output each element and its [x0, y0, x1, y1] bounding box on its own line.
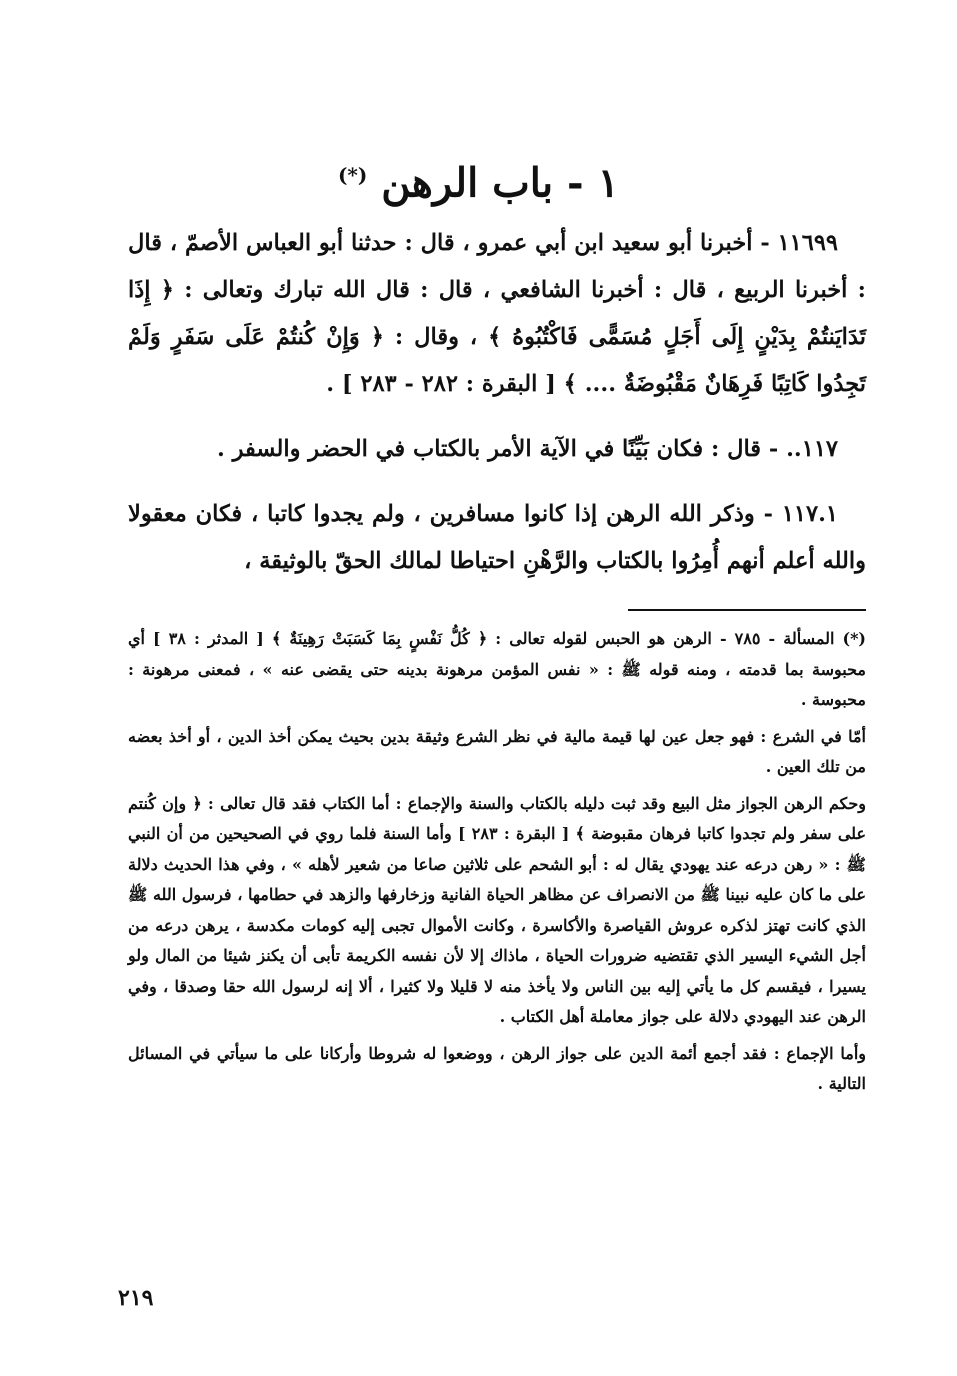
- hadith-number: ١١٦٩٩: [777, 230, 838, 256]
- main-text: [128, 220, 866, 603]
- hadith-number: ١١٧.١: [781, 501, 838, 527]
- hadith-text: - وذكر الله الرهن إذا كانوا مسافرين ، ولم يجدوا كاتبا ، فكان معقولا والله أعلم أنهم أُمِرُوا بالكتاب والرَّهْنِ احتياطا لمالك الحقّ بالوثيقة ،: [128, 501, 866, 574]
- hadith-paragraph: [128, 220, 866, 408]
- chapter-title-text: ١ - باب الرهن: [381, 159, 620, 207]
- footnotes: [128, 624, 866, 1106]
- footnote-paragraph: وأما الإجماع : فقد أجمع أئمة الدين على جواز الرهن ، ووضعوا له شروطا وأركانا على ما سيأتي في المسائل التالية .: [128, 1043, 866, 1093]
- hadith-number: ١١٧..: [786, 436, 838, 462]
- footnote-marker: (*): [337, 163, 368, 187]
- footnote-divider: [628, 609, 866, 611]
- hadith-text: - قال : فكان بَيِّنًا في الآية الأمر بالكتاب في الحضر والسفر .: [216, 436, 787, 462]
- hadith-paragraph: [128, 491, 866, 585]
- page-number: ٢١٩: [118, 1285, 154, 1311]
- footnote-paragraph: (*) المسألة - ٧٨٥ - الرهن هو الحبس لقوله تعالى : ﴿ كُلُّ نَفْسٍ بِمَا كَسَبَتْ رَهِينَةٌ ﴾ [ المدثر : ٣٨ ] أي محبوسة بما قدمته ، ومنه قوله ﷺ : « نفس المؤمن مرهونة بدينه حتى يقضى عنه » ، فمعنى مرهونة : محبوسة .: [128, 629, 867, 709]
- hadith-text: - أخبرنا أبو سعيد ابن أبي عمرو ، قال : حدثنا أبو العباس الأصمّ ، قال : أخبرنا الربيع ، قال : أخبرنا الشافعي ، قال : قال الله تبارك وتعالى : ﴿ إِذَا تَدَايَنتُمْ بِدَيْنٍ إِلَى أَجَلٍ مُسَمًّى فَاكْتُبُوهُ ﴾ ، وقال : ﴿ وَإِنْ كُنتُمْ عَلَى سَفَرٍ وَلَمْ تَجِدُوا كَاتِبًا فَرِهَانٌ مَقْبُوضَةٌ .... ﴾ [ البقرة : ٢٨٢ - ٢٨٣ ] .: [128, 230, 866, 397]
- footnote-paragraph: أمّا في الشرع : فهو جعل عين لها قيمة مالية في نظر الشرع وثيقة بدين بحيث يمكن أخذ الدين ، أو أخذ بعضه من تلك العين .: [128, 726, 866, 776]
- hadith-paragraph: [128, 426, 866, 473]
- footnote-paragraph: وحكم الرهن الجواز مثل البيع وقد ثبت دليله بالكتاب والسنة والإجماع : أما الكتاب فقد قال تعالى : ﴿ وإن كُنتم على سفر ولم تجدوا كاتبا فرهان مقبوضة ﴾ [ البقرة : ٢٨٣ ] وأما السنة فلما روي في الصحيحين من أن النبي ﷺ : « رهن درعه عند يهودي يقال له : أبو الشحم على ثلاثين صاعا من شعير لأهله » ، وفي هذا الحديث دلالة على ما كان عليه نبينا ﷺ من الانصراف عن مظاهر الحياة الفانية وزخارفها والزهد في حطامها ، فرسول الله ﷺ الذي كانت تهتز لذكره عروش القياصرة والأكاسرة ، وكانت الأموال تجبى إليه كومات مكدسة ، يرهن درعه من أجل الشيء اليسير الذي تقتضيه ضرورات الحياة ، ماذاك إلا لأن نفسه الكريمة تأبى أن يكنز شيئا من المال ولو يسيرا ، فيقسم كل ما يأتي إليه بين الناس ولا يأخذ منه لا قليلا ولا كثيرا ، ألا إنه لرسول الله حقا وصدقا ، وفي الرهن عند اليهودي دلالة على جواز معاملة أهل الكتاب .: [128, 793, 867, 1026]
- chapter-title: [0, 145, 957, 213]
